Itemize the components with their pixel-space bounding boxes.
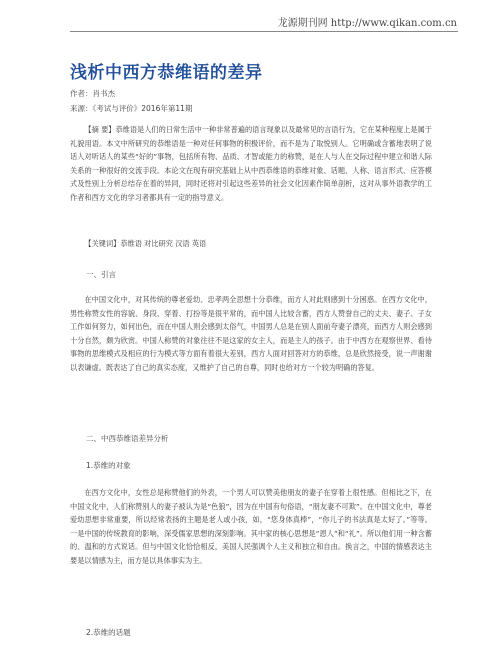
subsection-heading-topic: 2.恭维的话题 (86, 628, 131, 637)
article-author: 作者：肖书杰 (70, 89, 115, 98)
header-divider (70, 31, 458, 32)
subsection-heading-object: 1.恭维的对象 (86, 461, 131, 470)
section-heading-analysis: 二、中西恭维语差异分析 (86, 434, 169, 443)
abstract-paragraph: 【摘 要】恭维语是人们的日常生活中一种非常普遍的语言现象以及最常见的言语行为，它在某种程度上是属于礼貌用语。本文中所研究的恭维语是一种对任何事物的积极评价，而不是为了取悦别人。它明确或含蓄地表明了说话人对听话人的某些“好的”事物，包括所有物、品质、才智或能力的称赞，是在人与人在交际过程中建立和谐人际关系的一种很好的交流手段。本论文在现有研究基础上从中西恭维语的恭维对象、话题、人称、语言形式、应答模式及性别上分析总结存在着的异同，同时还将对引起这些差异的社会文化因素作简单剖析，这对从事外语教学的工作者和西方文化的学习者都具有一定的指导意义。 (70, 125, 432, 202)
object-paragraph: 在西方文化中，女性总是称赞他们的外表，一个男人可以赞美他朋友的妻子在穿着上很性感。但相比之下，在中国文化中，人们称赞别人的妻子被认为是“色狼”，因为在中国有句俗语，“朋友妻不可欺”。在中国文化中，尊老爱幼思想非常重要，所以经常表扬的主题是老人或小孩，如，“您身体真棒”，“你儿子的书法真是太好了。”等等。一是中国的传统教育的影响，深受儒家思想的深刻影响。其中家的核心思想是“恩人”和“礼”。所以他们用一种含蓄的、温和的方式说话。但与中国文化恰恰相反，美国人民强调个人主义和独立和自由。换言之，中国的情感表达主要是以情感为主，而方是以具体事实为主。 (70, 488, 432, 565)
site-header[interactable]: 龙源期刊网 http://www.qikan.com.cn (277, 18, 457, 29)
intro-paragraph: 在中国文化中，对其传统的尊老爱幼、忠孝两全思想十分恭维，而方人对此则感到十分困惑。在西方文化中，男性称赞女性的容貌、身段、穿着、打扮等是很平常的，而中国人比较含蓄，西方人赞誉自己的丈夫、妻子、子女工作如何努力，如何出色，而在中国人则会感到太俗气，中国男人总是在别人面前夸妻子漂亮，而西方人则会感到十分自然，颇为欣赏。中国人称赞的对象往往不是这家的女主人，而是主人的孩子。由于中西方在观察世界、看待事物的思维模式及相应的行为模式等方面有着很大差别，西方人面对回答对方的恭维，总是欣然接受，说一声谢谢以表谦虚。既表达了自己的真实态度，又维护了自己的自尊，同时也给对方一个较为明确的答复。 (70, 295, 432, 372)
section-heading-intro: 一、引言 (86, 270, 116, 279)
article-title: 浅析中西方恭维语的差异 (70, 63, 263, 83)
keywords-line: 【关键词】恭维语 对比研究 汉语 英语 (84, 239, 207, 248)
article-source: 来源：《考试与评价》2016年第11期 (70, 104, 193, 113)
